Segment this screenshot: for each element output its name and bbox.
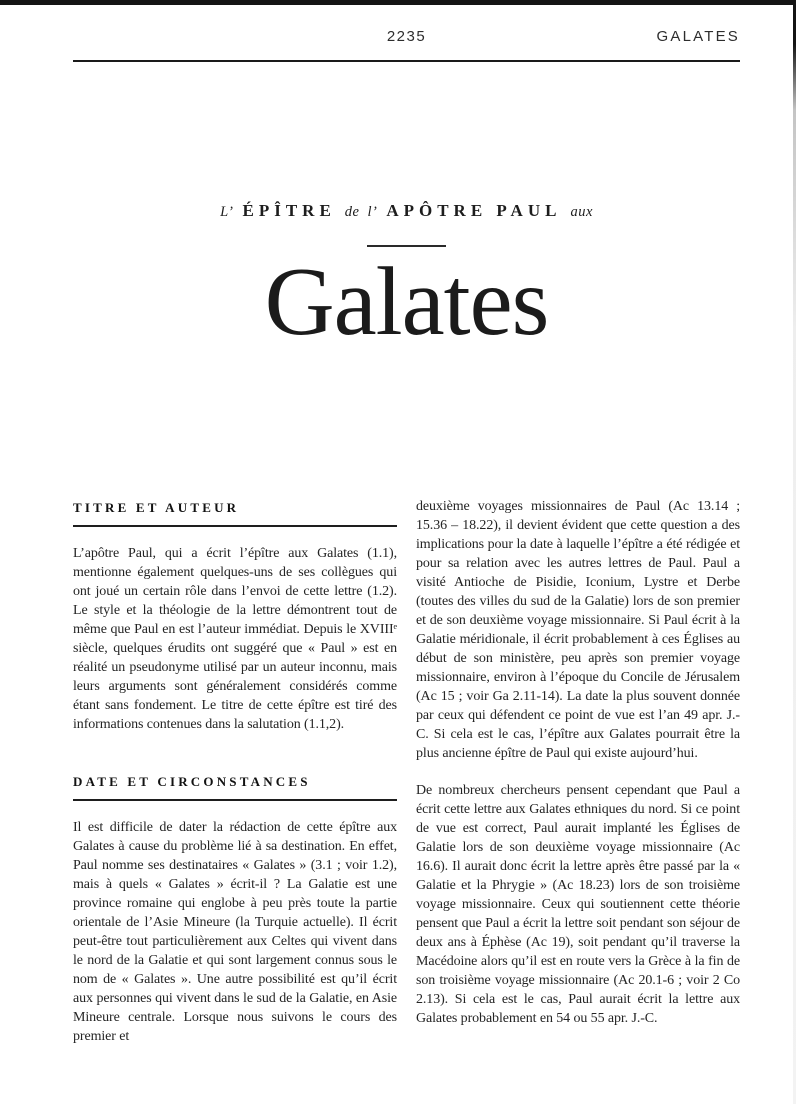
kicker-article-1: L’	[220, 204, 234, 220]
section-heading-date-et-circonstances: DATE ET CIRCONSTANCES	[73, 774, 397, 801]
intro-columns	[73, 490, 740, 1046]
page-number: 2235	[386, 28, 427, 45]
left-column	[73, 490, 397, 1046]
paragraph-date-et-circonstances: Il est difficile de dater la rédaction de cette épître aux Galates à cause du problème lié à sa destination. En effet, Paul nomme ses destinataires « Galates » (3.1 ; voir 1.2), mais à quels « Galates » écrit-il ? La Galatie est une province romaine qui englobe à peu près toute la partie orientale de l’Asie Mineure (la Turquie actuelle). Il écrit peut-être tout particulièrement aux Celtes qui vivent dans le nord de la Galatie et qui sont largement connus sous le nom de « Galates ». Une autre possibilité est qu’il écrit aux personnes qui vivent dans le sud de la Galatie, en Asie Mineure centrale. Lorsque nous suivons le cours des premier et	[73, 820, 397, 1044]
kicker-rule	[73, 245, 740, 247]
header-rule	[73, 60, 740, 62]
book-title: Galates	[264, 248, 549, 355]
right-column	[416, 490, 740, 1046]
kicker-de: de	[344, 204, 360, 220]
paragraph-continuation: deuxième voyages missionnaires de Paul (Ac 13.14 ; 15.36 – 18.22), il devient évident que cette question a des implications pour la date à laquelle l’épître a été rédigée et pour sa relation avec les autres lettres de Paul. Paul a visité Antioche de Pisidie, Iconium, Lystre et Derbe (toutes des villes du sud de la Galatie) lors de son premier et de son deuxième voyage missionnaire. Si Paul écrit à la Galatie méridionale, il écrit probablement à ces Églises au début de son ministère, peu après son premier voyage missionnaire, environ à l’époque du Concile de Jérusalem (Ac 15 ; voir Ga 2.11-14). La date la plus souvent donnée par ceux qui défendent ce point de vue est l’an 49 apr. J.-C. Si cela est le cas, l’épître aux Galates pourrait être la plus ancienne épître de Paul qui existe aujourd’hui.	[416, 499, 740, 761]
paragraph-titre-et-auteur: L’apôtre Paul, qui a écrit l’épître aux Galates (1.1), mentionne également quelques-uns de ses collègues qui ont joué un certain rôle dans l’envoi de cette lettre (1.2). Le style et la théologie de la lettre démontrent tout de même que Paul en est l’auteur immédiat. Depuis le XVIIIᵉ siècle, quelques érudits ont suggéré que « Paul » est en réalité un pseudonyme utilisé par un auteur inconnu, mais leurs arguments sont généralement considérés comme étant sans fondement. Le titre de cette épître est tiré des informations contenues dans la salutation (1.1,2).	[73, 546, 397, 732]
section-heading-titre-et-auteur: TITRE ET AUTEUR	[73, 500, 397, 527]
paragraph-north-galatia-theory: De nombreux chercheurs pensent cependant que Paul a écrit cette lettre aux Galates ethniques du nord. Si ce point de vue est correct, Paul aurait implanté les Églises de Galatie lors de son deuxième voyage missionnaire (Ac 16.6). Il aurait donc écrit la lettre après être passé par la « Galatie et la Phrygie » (Ac 18.23) lors de son troisième voyage missionnaire. Ceux qui soutiennent cette théorie pensent que Paul a écrit la lettre soit pendant son séjour de deux ans à Éphèse (Ac 19), soit pendant qu’il traverse la Macédoine alors qu’il est en route vers la Grèce à la fin de son troisième voyage missionnaire (Ac 20.1-6 ; voir 2 Co 2.13). Si cela est le cas, Paul aurait écrit la lettre aux Galates probablement en 54 ou 55 apr. J.-C.	[416, 783, 740, 1026]
scan-edge-top	[0, 0, 796, 5]
kicker-apotre-paul: APÔTRE PAUL	[386, 201, 562, 220]
running-title: GALATES	[656, 28, 740, 45]
kicker-article-2: l’	[367, 204, 378, 220]
kicker-aux: aux	[570, 204, 593, 220]
book-kicker	[73, 201, 740, 221]
page-header	[73, 28, 740, 50]
kicker-epitre: ÉPÎTRE	[242, 201, 336, 220]
